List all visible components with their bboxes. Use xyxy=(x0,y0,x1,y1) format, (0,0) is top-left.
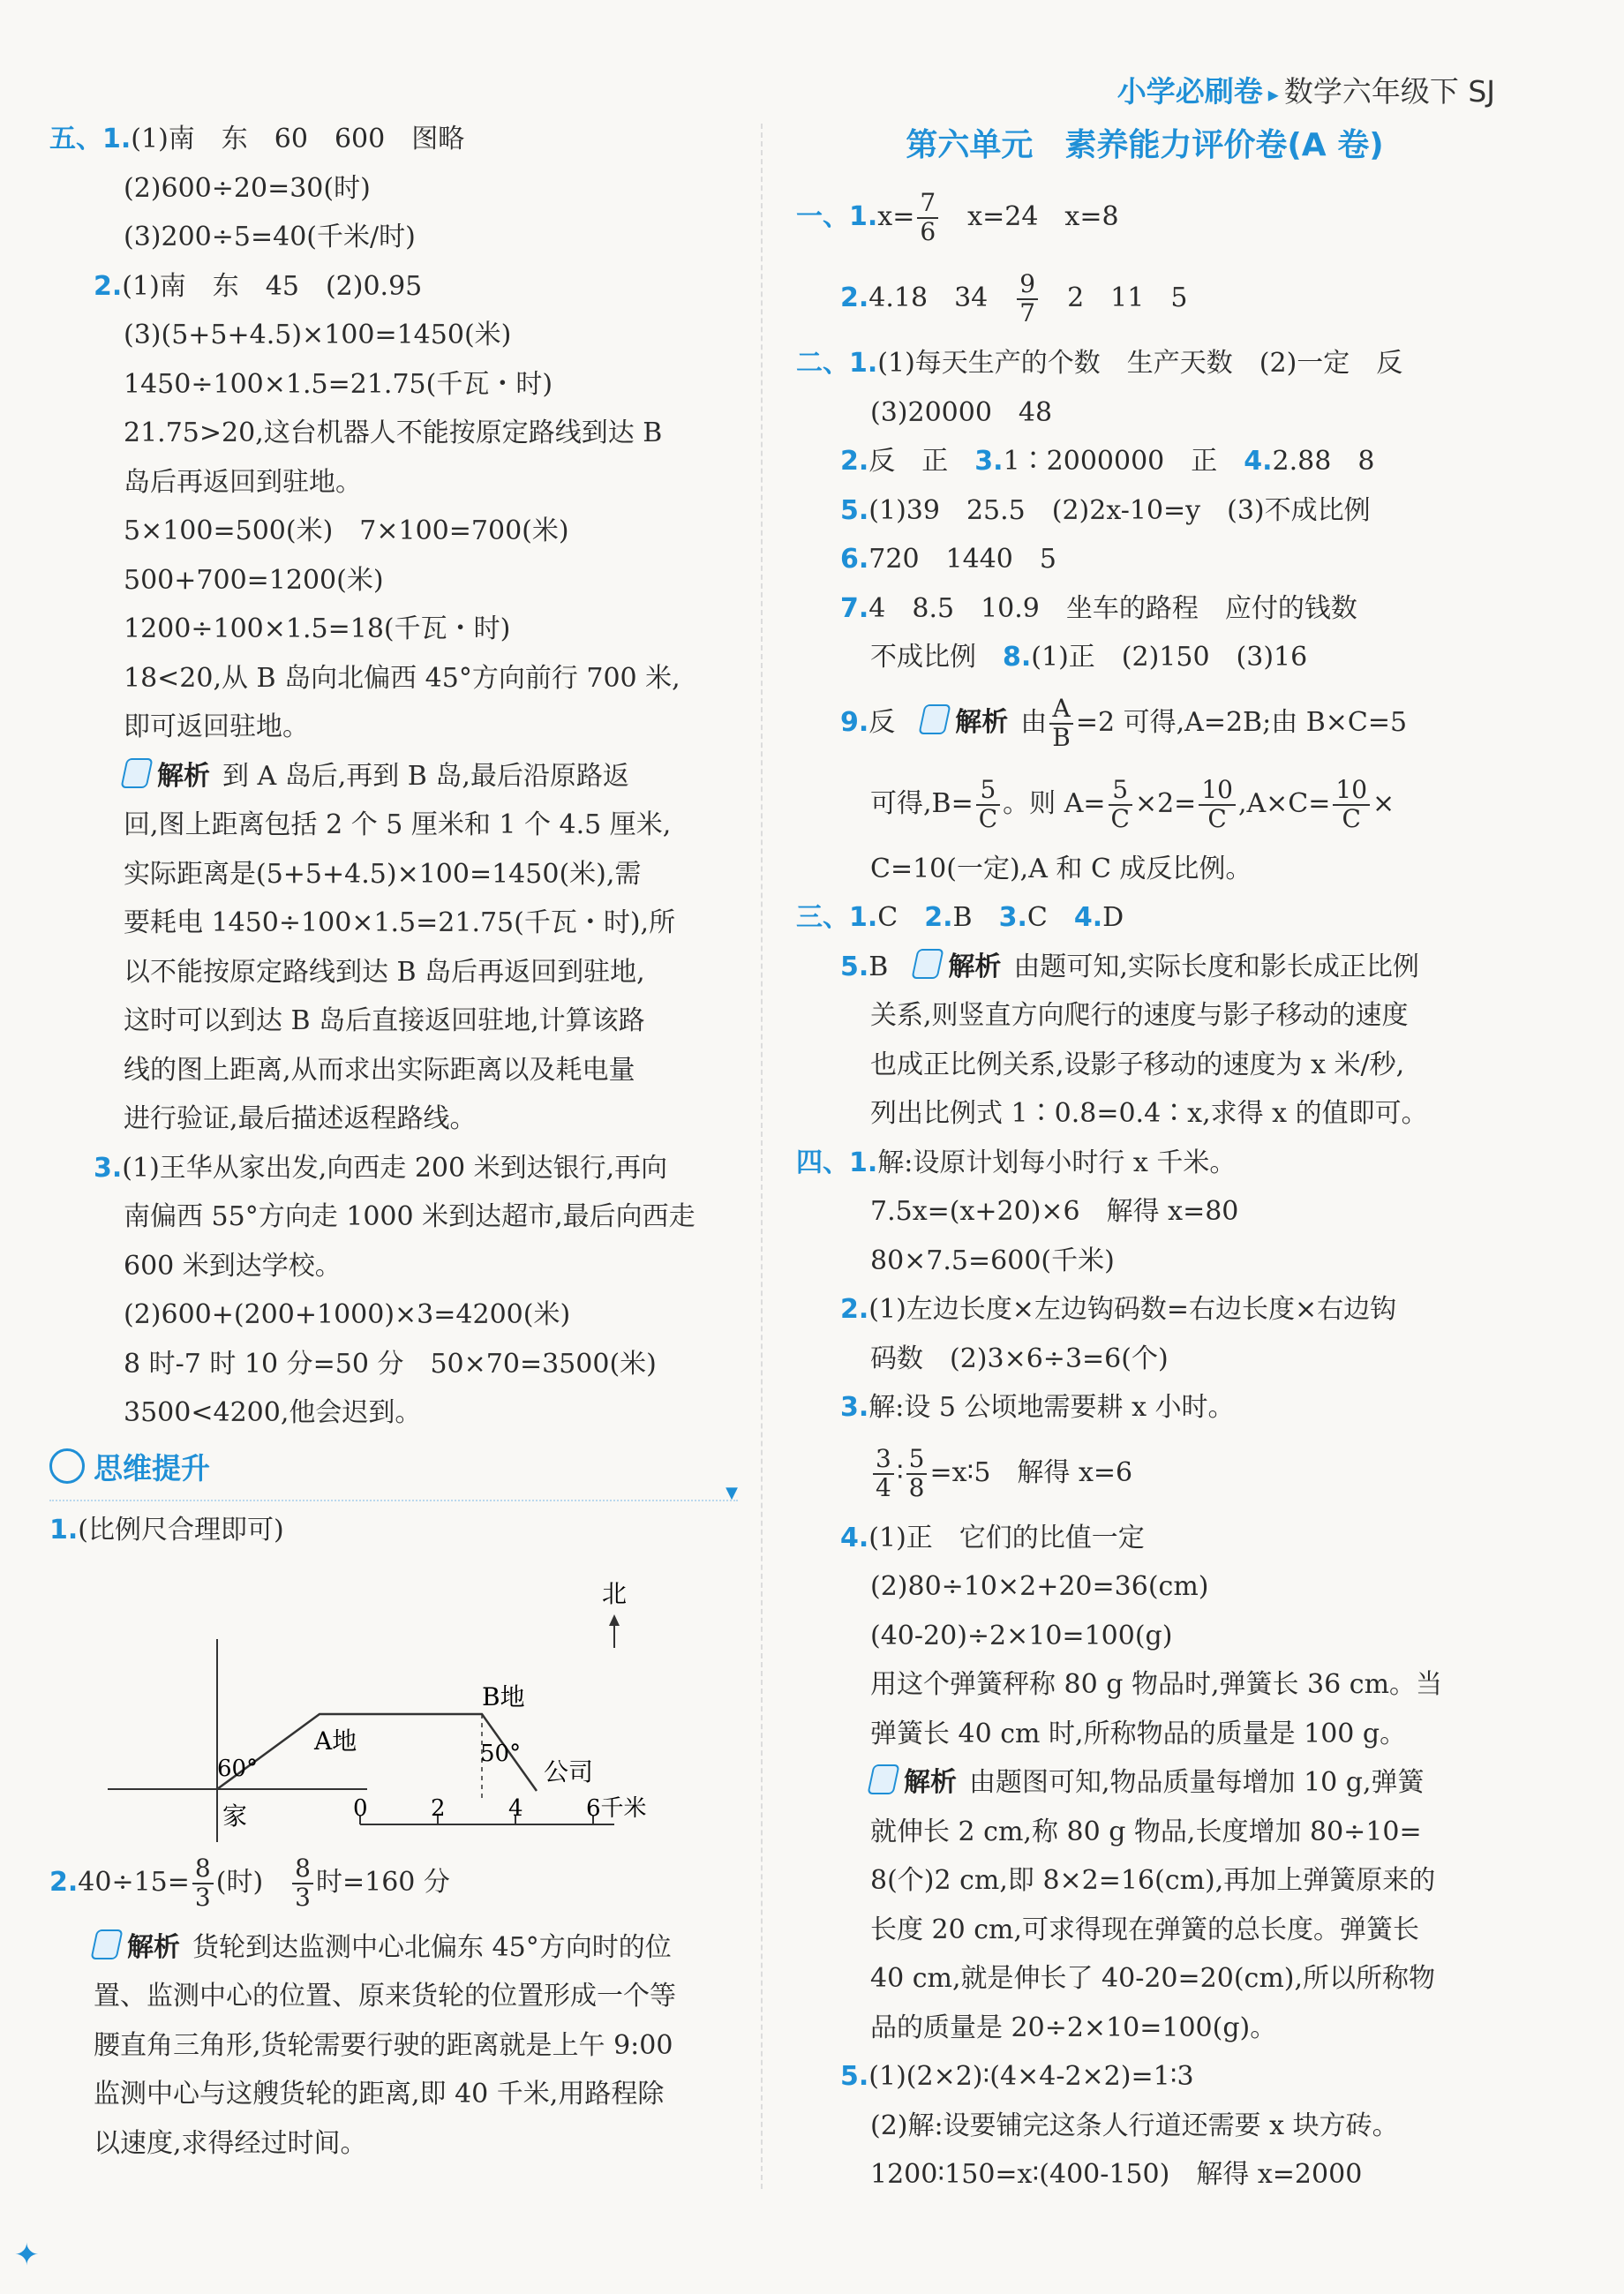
answer-line: 用这个弹簧秤称 80 g 物品时,弹簧长 36 cm。当 xyxy=(870,1669,1443,1700)
answer-line: 3500<4200,他会迟到。 xyxy=(124,1397,422,1428)
triangle-icon: ▸ xyxy=(1267,82,1279,107)
analysis-line: 进行验证,最后描述返程路线。 xyxy=(124,1103,477,1134)
analysis-line: 关系,则竖直方向爬行的速度与影子移动的速度 xyxy=(870,1000,1409,1031)
answer-line: 2.4.18 34 $\frac{9}{7}$ 2 11 5 xyxy=(840,269,1188,327)
answer-line: (2)80÷10×2+20=36(cm) xyxy=(870,1571,1209,1602)
pencil-icon xyxy=(912,949,944,979)
running-header xyxy=(1117,69,1495,110)
angle-50-label: 50° xyxy=(480,1740,522,1767)
route-diagram xyxy=(49,1560,738,1842)
pencil-icon xyxy=(120,758,153,788)
answer-line: 2.(1)南 东 45 (2)0.95 xyxy=(94,270,423,302)
analysis-line: 这时可以到达 B 岛后直接返回驻地,计算该路 xyxy=(124,1005,645,1036)
analysis-line: 监测中心与这艘货轮的距离,即 40 千米,用路程除 xyxy=(94,2079,665,2110)
route-diagram-svg xyxy=(49,1560,738,1842)
analysis-line: 以速度,求得经过时间。 xyxy=(94,2127,367,2159)
right-column xyxy=(796,115,1493,2200)
answer-line: 1200÷100×1.5=18(千瓦・时) xyxy=(124,613,511,644)
answer-line: 5.(1)(2×2)∶(4×4-2×2)=1∶3 xyxy=(840,2061,1194,2092)
answer-line: (2)600+(200+1000)×3=4200(米) xyxy=(124,1299,571,1330)
analysis-line: 列出比例式 1∶0.8=0.4∶x,求得 x 的值即可。 xyxy=(870,1098,1428,1129)
angle-60-label: 60° xyxy=(217,1755,259,1782)
answer-line: 7.5x=(x+20)×6 解得 x=80 xyxy=(870,1196,1239,1227)
answer-line: 80×7.5=600(千米) xyxy=(870,1245,1115,1276)
answer-line: (2)解:设要铺完这条人行道还需要 x 块方砖。 xyxy=(870,2110,1399,2141)
analysis-tag: 解析 xyxy=(921,682,1008,763)
answer-line: 6.720 1440 5 xyxy=(840,544,1056,575)
analysis-line: 腰直角三角形,货轮需要行驶的距离就是上午 9:00 xyxy=(94,2029,673,2061)
pencil-icon xyxy=(919,704,951,734)
left-column xyxy=(49,115,738,2168)
analysis-line: 40 cm,就是伸长了 40-20=20(cm),所以所称物 xyxy=(870,1963,1436,1994)
answer-line: 南偏西 55°方向走 1000 米到达超市,最后向西走 xyxy=(124,1201,695,1232)
answer-line: 9.反 解析 由 $\frac{A}{B}$ =2 可得,A=2B;由 B×C=5 xyxy=(796,682,1493,763)
answer-line: 码数 (2)3×6÷3=6(个) xyxy=(870,1343,1169,1374)
thinking-section-header: 思维提升 ▼ xyxy=(49,1438,738,1501)
analysis-line: 解析 到 A 岛后,再到 B 岛,最后沿原路返 xyxy=(49,752,738,801)
analysis-tag: 解析 xyxy=(124,752,210,801)
analysis-line: 置、监测中心的位置、原来货轮的位置形成一个等 xyxy=(94,1981,676,2012)
scale-tick-label: 4 xyxy=(508,1794,523,1822)
fraction: $\frac{9}{7}$ xyxy=(1017,271,1038,327)
scale-tick-label: 0 xyxy=(353,1794,368,1822)
analysis-line: 要耗电 1450÷100×1.5=21.75(千瓦・时),所 xyxy=(124,907,676,938)
fraction: $\frac{7}{6}$ xyxy=(917,190,938,246)
analysis-line: 解析 由题图可知,物品质量每增加 10 g,弹簧 xyxy=(796,1758,1493,1808)
answer-line: 不成比例 8.(1)正 (2)150 (3)16 xyxy=(870,642,1308,673)
north-label: 北 xyxy=(602,1578,628,1608)
triangle-down-icon: ▼ xyxy=(726,1483,738,1502)
unit-title: 第六单元 素养能力评价卷(A 卷) xyxy=(906,127,1384,163)
answer-line: 500+700=1200(米) xyxy=(124,564,384,596)
series-brand: 小学必刷卷 xyxy=(1116,74,1263,109)
analysis-line: 8(个)2 cm,即 8×2=16(cm),再加上弹簧原来的 xyxy=(870,1865,1436,1896)
answer-line: (3)(5+5+4.5)×100=1450(米) xyxy=(124,320,512,350)
answer-line: 2.40÷15= $\frac{8}{3}$ (时) $\frac{8}{3}$ 时=160 分 xyxy=(49,1853,450,1912)
answer-line: 三、1.C 2.B 3.C 4.D xyxy=(796,902,1124,933)
fraction: $\frac{5}{C}$ xyxy=(1109,777,1132,833)
pencil-icon xyxy=(867,1764,899,1794)
analysis-line: 以不能按原定路线到达 B 岛后再返回到驻地, xyxy=(124,956,645,988)
analysis-line: 长度 20 cm,可求得现在弹簧的总长度。弹簧长 xyxy=(870,1914,1420,1945)
analysis-line: 就伸长 2 cm,称 80 g 物品,长度增加 80÷10= xyxy=(870,1816,1422,1847)
answer-line: (3)20000 48 xyxy=(870,396,1053,428)
answer-line: 21.75>20,这台机器人不能按原定路线到达 B xyxy=(124,417,663,448)
analysis-line: 实际距离是(5+5+4.5)×100=1450(米),需 xyxy=(124,858,642,890)
answer-line: 5×100=500(米) 7×100=700(米) xyxy=(124,515,569,546)
answer-line: 600 米到达学校。 xyxy=(124,1250,342,1282)
analysis-line: 回,图上距离包括 2 个 5 厘米和 1 个 4.5 厘米, xyxy=(124,809,672,840)
fraction: $\frac{A}{B}$ xyxy=(1049,696,1073,752)
analysis-line: 线的图上距离,从而求出实际距离以及耗电量 xyxy=(124,1054,635,1086)
point-b-label: B地 xyxy=(482,1681,525,1711)
answer-line: 1450÷100×1.5=21.75(千瓦・时) xyxy=(124,368,553,400)
answer-line: 即可返回驻地。 xyxy=(124,711,309,742)
answer-line: 四、1.解:设原计划每小时行 x 千米。 xyxy=(796,1147,1237,1178)
fraction: $\frac{8}{3}$ xyxy=(292,1855,313,1912)
subject-label: 数学六年级下 SJ xyxy=(1283,74,1495,109)
analysis-tag: 解析 xyxy=(94,1923,180,1973)
pencil-icon xyxy=(90,1929,123,1959)
home-label: 家 xyxy=(222,1801,248,1831)
answer-line: 弹簧长 40 cm 时,所称物品的质量是 100 g。 xyxy=(870,1718,1407,1749)
fraction: $\frac{3}{4}$ xyxy=(873,1446,894,1502)
analysis-tag: 解析 xyxy=(914,943,1001,992)
fraction: $\frac{10}{C}$ xyxy=(1333,777,1370,833)
scale-tick-label: 2 xyxy=(431,1794,446,1822)
answer-line: 2.反 正 3.1∶2000000 正 4.2.88 8 xyxy=(840,446,1375,477)
fraction: $\frac{10}{C}$ xyxy=(1199,777,1236,833)
answer-line: $\frac{3}{4}$ ∶ $\frac{5}{8}$ =x∶5 解得 x=6 xyxy=(796,1433,1493,1514)
answer-line: 岛后再返回到驻地。 xyxy=(124,466,362,498)
answer-line: (40-20)÷2×10=100(g) xyxy=(870,1620,1173,1651)
scale-tick-label: 6千米 xyxy=(586,1794,647,1822)
answer-line: 3.(1)王华从家出发,向西走 200 米到达银行,再向 xyxy=(94,1152,668,1184)
company-label: 公司 xyxy=(544,1756,594,1786)
answer-line: 五、1.(1)南 东 60 600 图略 xyxy=(49,124,465,154)
answer-line: 一、1.x= $\frac{7}{6}$ x=24 x=8 xyxy=(796,188,1119,246)
column-divider xyxy=(761,124,763,2189)
sparkle-icon: ✦ xyxy=(14,2238,40,2273)
point-a-label: A地 xyxy=(314,1726,357,1756)
answer-line: (3)200÷5=40(千米/时) xyxy=(124,222,416,252)
answer-line: 8 时-7 时 10 分=50 分 50×70=3500(米) xyxy=(124,1348,657,1380)
fraction: $\frac{5}{C}$ xyxy=(976,777,1000,833)
analysis-line: C=10(一定),A 和 C 成反比例。 xyxy=(870,853,1252,884)
analysis-line: 可得,B= $\frac{5}{C}$ 。则 A= $\frac{5}{C}$ ×2= $\frac{10}{C}$ ,A×C= $\frac{10}{C}$ × xyxy=(870,774,1395,833)
answer-line: 4.(1)正 它们的比值一定 xyxy=(840,1522,1145,1553)
answer-line: 5.(1)39 25.5 (2)2x-10=y (3)不成比例 xyxy=(840,494,1371,526)
fraction: $\frac{5}{8}$ xyxy=(906,1446,928,1502)
answer-line: 2.(1)左边长度×左边钩码数=右边长度×右边钩 xyxy=(840,1294,1397,1325)
analysis-tag: 解析 xyxy=(870,1758,957,1808)
answer-line: 5.B 解析 由题可知,实际长度和影长成正比例 xyxy=(796,943,1493,992)
answer-line: 1.(比例尺合理即可) xyxy=(49,1514,284,1546)
analysis-line: 品的质量是 20÷2×10=100(g)。 xyxy=(870,2012,1277,2043)
answer-line: 1200∶150=x∶(400-150) 解得 x=2000 xyxy=(870,2159,1363,2190)
fraction: $\frac{8}{3}$ xyxy=(192,1855,214,1912)
answer-line: (2)600÷20=30(时) xyxy=(124,172,371,204)
analysis-line: 解析 货轮到达监测中心北偏东 45°方向时的位 xyxy=(49,1923,738,1973)
answer-line: 18<20,从 B 岛向北偏西 45°方向前行 700 米, xyxy=(124,662,680,694)
analysis-line: 也成正比例关系,设影子移动的速度为 x 米/秒, xyxy=(870,1049,1405,1080)
answer-line: 7.4 8.5 10.9 坐车的路程 应付的钱数 xyxy=(840,592,1357,624)
lightbulb-icon xyxy=(49,1448,85,1484)
answer-line: 3.解:设 5 公顷地需要耕 x 小时。 xyxy=(840,1392,1235,1423)
answer-line: 二、1.(1)每天生产的个数 生产天数 (2)一定 反 xyxy=(796,348,1403,379)
